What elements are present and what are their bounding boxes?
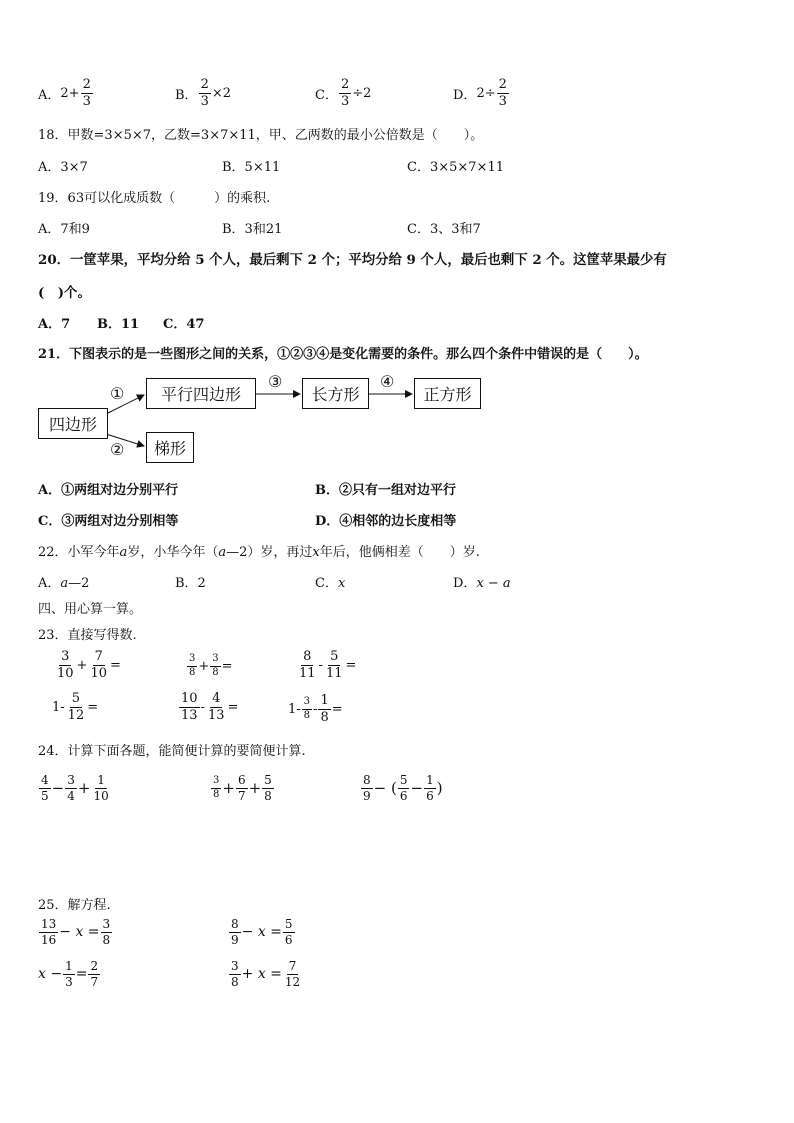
fraction — [497, 78, 509, 108]
q19-option-a: A．7和9 — [38, 222, 90, 237]
fraction-denominator: 12 — [284, 974, 301, 989]
fraction — [39, 918, 58, 946]
fraction-numerator: 2 — [340, 77, 350, 92]
fraction-denominator: 8 — [213, 788, 220, 800]
q20-option-c: C．47 — [163, 317, 205, 332]
q23-expr-3 — [296, 650, 356, 680]
math-text: ÷2 — [352, 85, 372, 101]
fraction-denominator: 9 — [363, 788, 371, 803]
q24-expr-3 — [360, 774, 443, 802]
q22-question — [38, 541, 480, 560]
q18-question: 18．甲数=3×5×7，乙数=3×7×11，甲、乙两数的最小公倍数是（ ）。 — [38, 128, 484, 143]
math-text: ×2 — [211, 85, 232, 101]
fraction — [63, 960, 75, 988]
fraction-numerator: 10 — [181, 691, 198, 706]
fraction-numerator: 1 — [426, 773, 434, 787]
fraction-denominator: 7 — [237, 788, 246, 803]
math-text: = — [227, 699, 239, 715]
q25-equation-4 — [228, 960, 303, 988]
fraction-numerator: 3 — [67, 773, 75, 787]
fraction — [283, 960, 302, 988]
fraction-numerator: 8 — [303, 649, 312, 664]
fraction-numerator: 2 — [498, 77, 507, 92]
q23-title: 23．直接写得数. — [38, 628, 137, 643]
fraction — [179, 692, 200, 722]
fraction-denominator: 12 — [67, 707, 85, 723]
fraction-numerator: 1 — [97, 773, 105, 787]
q25-equation-1 — [38, 918, 113, 946]
fraction-denominator: 8 — [231, 974, 239, 989]
fraction-denominator: 3 — [82, 93, 91, 109]
box-trapezoid: 梯形 — [146, 432, 194, 463]
math-text: C． — [315, 576, 338, 591]
fraction-denominator: 11 — [299, 665, 316, 681]
math-text: = — [75, 966, 88, 983]
fraction — [39, 774, 51, 802]
math-text: x — [337, 576, 346, 591]
math-text: − — [51, 779, 65, 798]
math-text: - — [318, 657, 323, 673]
fraction-denominator: 10 — [57, 665, 74, 681]
math-text: + — [198, 658, 210, 674]
q21-option-d: D．④相邻的边长度相等 — [315, 514, 457, 529]
math-text: = — [87, 699, 99, 715]
fraction — [424, 774, 436, 802]
q22-option-b: B．2 — [175, 576, 206, 591]
q18-option-a: A．3×7 — [38, 160, 88, 175]
math-text: + — [76, 657, 88, 673]
fraction-denominator: 6 — [426, 788, 434, 803]
q19-question: 19．63可以化成质数（ ）的乘积. — [38, 191, 271, 206]
math-text: + x = — [241, 966, 282, 983]
fraction-denominator: 11 — [325, 665, 343, 681]
math-text: a — [119, 545, 128, 560]
fraction-numerator: 6 — [237, 773, 246, 787]
fraction-numerator: 4 — [212, 691, 221, 706]
fraction — [206, 692, 227, 722]
math-text: 1- — [288, 701, 301, 717]
fraction-denominator: 3 — [340, 93, 350, 109]
fraction-denominator: 6 — [284, 932, 293, 947]
box-rectangle: 长方形 — [302, 378, 369, 409]
fraction — [88, 650, 109, 680]
condition-2-label: ② — [110, 440, 125, 459]
fraction — [91, 774, 110, 802]
fraction — [199, 78, 211, 108]
math-text: 年后，他俩相差（ ）岁. — [319, 545, 480, 560]
math-text: 岁，小华今年（ — [127, 545, 219, 560]
fraction — [81, 78, 93, 108]
q18-option-c: C．3×5×7×11 — [407, 160, 504, 175]
math-text: a — [60, 576, 69, 591]
fraction-denominator: 6 — [399, 788, 408, 803]
fraction-numerator: 2 — [90, 959, 99, 973]
fraction-numerator: 2 — [200, 77, 209, 92]
q20-question-line1: 20．一筐苹果，平均分给 5 个人，最后剩下 2 个；平均分给 9 个人，最后也剩下 2 个。这筐苹果最少有 — [38, 252, 667, 268]
fraction-numerator: 3 — [210, 654, 220, 667]
fraction — [187, 654, 197, 678]
fraction-denominator: 8 — [320, 709, 329, 725]
q20-option-a: A．7 — [38, 317, 71, 332]
fraction — [318, 694, 330, 724]
fraction-numerator: 4 — [41, 773, 49, 787]
fraction — [324, 650, 345, 680]
condition-4-label: ④ — [380, 372, 395, 391]
math-text: − ( — [373, 779, 397, 798]
q21-option-a: A．①两组对边分别平行 — [38, 483, 179, 498]
fraction-denominator: 8 — [102, 932, 111, 947]
fraction — [229, 918, 241, 946]
q17-option-c — [315, 78, 371, 108]
math-text: x − a — [476, 576, 511, 591]
fraction-numerator: 2 — [82, 77, 91, 92]
q23-expr-4 — [52, 692, 98, 722]
fraction-numerator: 8 — [231, 917, 239, 931]
q17-option-a — [38, 78, 94, 108]
fraction-numerator: 1 — [65, 959, 73, 973]
q21-question: 21．下图表示的是一些图形之间的关系，①②③④是变化需要的条件。那么四个条件中错误的是（ ）。 — [38, 347, 648, 362]
math-text: − x = — [59, 924, 100, 941]
math-text: D． — [453, 87, 477, 103]
fraction-numerator: 8 — [363, 773, 371, 787]
fraction-denominator: 8 — [212, 666, 219, 678]
q22-option-a — [38, 572, 89, 591]
fraction — [339, 78, 351, 108]
math-text: —2）岁，再过 — [226, 545, 313, 560]
q20-option-b: B．11 — [97, 317, 140, 332]
q23-expr-5 — [178, 692, 238, 722]
fraction-denominator: 16 — [41, 932, 57, 947]
section-heading: 四、用心算一算。 — [38, 602, 143, 617]
fraction-numerator: 3 — [61, 649, 70, 664]
condition-3-label: ③ — [268, 372, 283, 391]
fraction — [55, 650, 76, 680]
q23-expr-6 — [288, 694, 343, 724]
math-text: C． — [315, 87, 338, 103]
fraction-numerator: 3 — [187, 654, 197, 667]
q22-option-c — [315, 572, 345, 591]
fraction-numerator: 3 — [302, 697, 312, 710]
q20-question-line2: ( )个。 — [38, 285, 91, 301]
fraction-denominator: 10 — [90, 665, 107, 681]
fraction-denominator: 13 — [207, 707, 225, 723]
fraction-numerator: 5 — [399, 773, 408, 787]
math-text: + — [222, 779, 235, 798]
fraction-numerator: 1 — [320, 693, 329, 708]
math-text: = — [331, 701, 343, 717]
fraction-numerator: 5 — [284, 917, 293, 931]
math-text: = — [221, 658, 233, 674]
fraction — [361, 774, 373, 802]
q17-option-d — [453, 78, 510, 108]
fraction — [398, 774, 410, 802]
math-text: + — [248, 779, 262, 798]
fraction-denominator: 8 — [303, 709, 311, 721]
fraction — [262, 774, 274, 802]
q21-option-b: B．②只有一组对边平行 — [315, 483, 456, 498]
math-text: + — [77, 779, 91, 798]
math-text: 2+ — [60, 85, 80, 101]
fraction-numerator: 3 — [211, 776, 221, 789]
math-text: D． — [453, 576, 477, 591]
math-text: A． — [38, 576, 61, 591]
q19-option-b: B．3和21 — [222, 222, 283, 237]
fraction — [302, 697, 312, 721]
fraction-denominator: 3 — [498, 93, 507, 109]
fraction-denominator: 8 — [189, 666, 196, 678]
fraction — [101, 918, 113, 946]
math-text: x — [312, 545, 320, 560]
fraction — [210, 654, 220, 678]
fraction-denominator: 3 — [65, 974, 73, 989]
fraction-denominator: 9 — [231, 932, 239, 947]
fraction — [229, 960, 241, 988]
fraction-denominator: 3 — [200, 93, 209, 109]
fraction-denominator: 13 — [181, 707, 198, 723]
q25-equation-2 — [228, 918, 296, 946]
q25-title: 25．解方程. — [38, 898, 111, 913]
fraction — [236, 774, 248, 802]
math-text: B． — [175, 87, 198, 103]
q24-expr-1 — [38, 774, 112, 802]
fraction-numerator: 7 — [94, 649, 103, 664]
q18-option-b: B．5×11 — [222, 160, 281, 175]
math-text: 22．小军今年 — [38, 545, 120, 560]
fraction — [297, 650, 318, 680]
math-text: a — [218, 545, 227, 560]
math-text: - — [200, 699, 205, 715]
fraction-numerator: 5 — [264, 773, 272, 787]
fraction — [211, 776, 221, 800]
math-text: = — [110, 657, 121, 673]
q21-option-c: C．③两组对边分别相等 — [38, 514, 179, 529]
fraction-numerator: 13 — [41, 917, 57, 931]
math-text: ) — [436, 779, 443, 798]
fraction — [65, 774, 77, 802]
fraction-denominator: 4 — [67, 788, 75, 803]
math-text: x − — [38, 966, 63, 983]
fraction — [283, 918, 295, 946]
q17-option-b — [175, 78, 231, 108]
q24-expr-2 — [210, 774, 275, 802]
math-text: —2 — [68, 576, 90, 591]
shape-relation-diagram — [38, 370, 498, 470]
q24-title: 24．计算下面各题，能简便计算的要简便计算. — [38, 744, 306, 759]
math-text: 1- — [52, 699, 65, 715]
box-quadrilateral: 四边形 — [38, 408, 108, 439]
fraction-numerator: 5 — [330, 649, 339, 664]
box-parallelogram: 平行四边形 — [146, 378, 256, 409]
fraction-denominator: 7 — [90, 974, 99, 989]
math-text: = — [345, 657, 357, 673]
math-text: A． — [38, 87, 61, 103]
math-text: 2÷ — [476, 85, 496, 101]
math-text: - — [313, 701, 318, 717]
fraction-denominator: 8 — [264, 788, 272, 803]
q22-option-d — [453, 572, 511, 591]
q19-option-c: C．3、3和7 — [407, 222, 481, 237]
math-text: − — [410, 779, 424, 798]
q23-expr-1 — [54, 650, 121, 680]
q25-equation-3 — [38, 960, 101, 988]
condition-1-label: ① — [110, 384, 125, 403]
math-text: − x = — [241, 924, 282, 941]
box-square: 正方形 — [414, 378, 481, 409]
fraction — [66, 692, 87, 722]
fraction-numerator: 5 — [71, 691, 81, 706]
fraction-numerator: 7 — [288, 959, 297, 973]
fraction-denominator: 10 — [93, 788, 109, 803]
fraction — [88, 960, 100, 988]
fraction-numerator: 3 — [102, 917, 111, 931]
fraction-denominator: 5 — [41, 788, 49, 803]
fraction-numerator: 3 — [231, 959, 239, 973]
q23-expr-2 — [186, 654, 233, 678]
